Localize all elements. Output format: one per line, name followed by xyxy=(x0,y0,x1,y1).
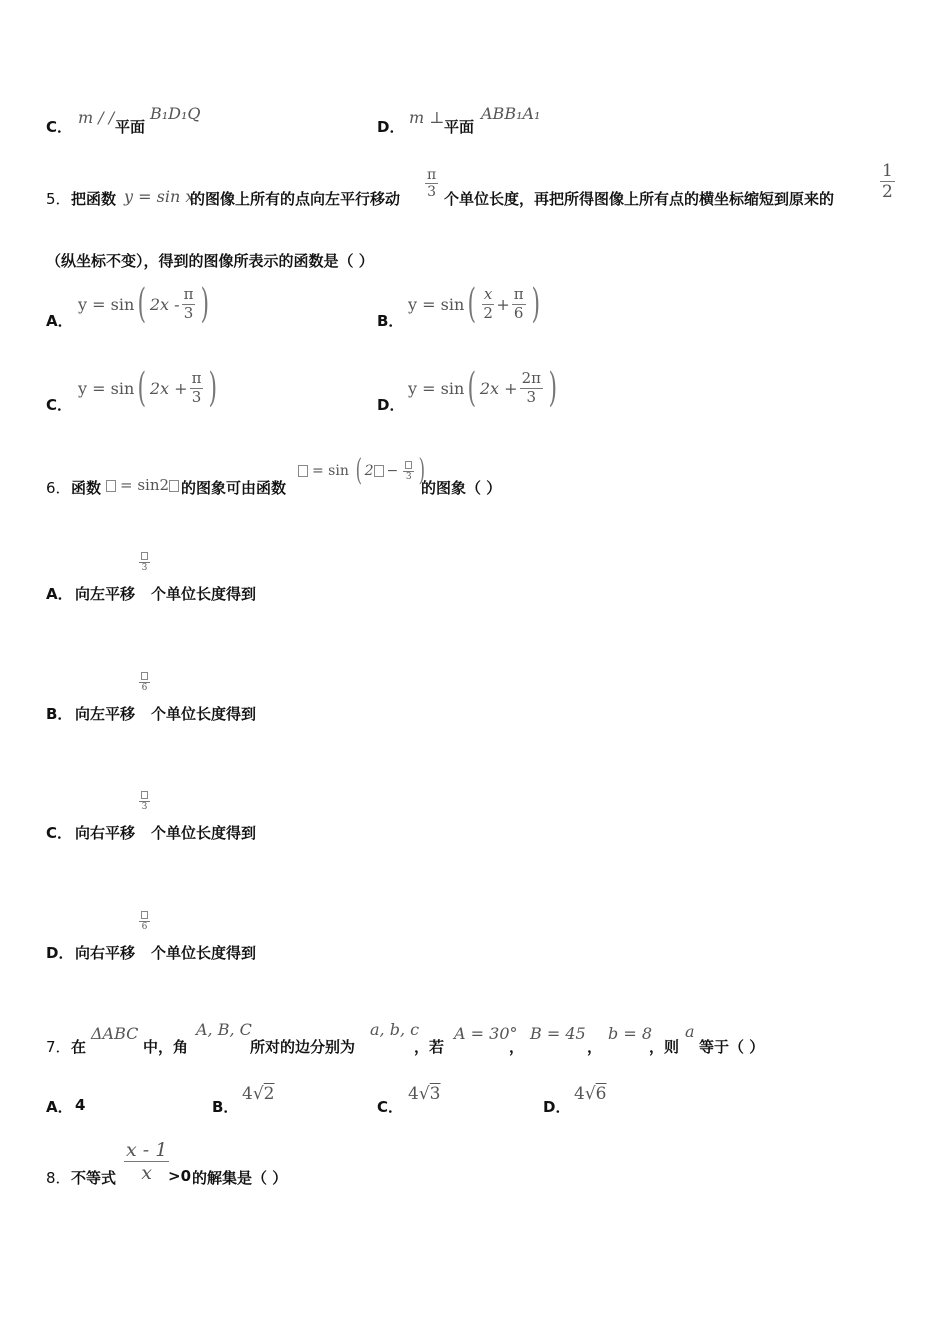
option-text: 向左平移 xyxy=(75,585,136,603)
option-label: D． xyxy=(377,396,405,414)
option-label: C． xyxy=(377,1098,404,1116)
option-label: B． xyxy=(377,312,404,330)
question-text: 函数 xyxy=(71,479,102,497)
fraction: 6 xyxy=(139,672,150,694)
option-label: D． xyxy=(377,118,405,136)
question-text: ， xyxy=(587,1038,603,1056)
option-formula: y = sin ( 2x + $\frac{\pi}{3}$ ) xyxy=(78,365,218,411)
option-text: 向右平移 xyxy=(75,944,136,962)
option-value: 4 xyxy=(75,1096,86,1114)
option-text: 向右平移 xyxy=(75,824,136,842)
math-expression: B₁D₁Q xyxy=(150,104,201,123)
fraction: $\frac{x - 1}{x}$ xyxy=(126,1139,168,1184)
option-formula: y = sin ( 2x + $\frac{2\pi}{3}$ ) xyxy=(408,365,558,411)
fraction: $\frac{1}{2}$ xyxy=(882,161,893,202)
fraction: $\frac{\pi}{3}$ xyxy=(427,167,437,201)
option-label: C． xyxy=(46,118,73,136)
math-expression: = sin2 xyxy=(120,476,170,494)
option-label: B． xyxy=(212,1098,239,1116)
fraction: 3 xyxy=(139,791,150,813)
fraction: 6 xyxy=(139,911,150,933)
option-formula: y = sin ( $\frac{x}{2}$ + $\frac{\pi}{6}$ ) xyxy=(408,281,540,327)
option-text: 平面 xyxy=(115,118,146,136)
math-expression: B = 45 xyxy=(530,1024,586,1043)
option-text: 个单位长度得到 xyxy=(151,824,257,842)
placeholder-glyph xyxy=(106,480,116,492)
question-text: 等于（ ） xyxy=(699,1038,765,1056)
fraction: 3 xyxy=(139,552,150,574)
option-label: C． xyxy=(46,824,73,842)
option-text: 个单位长度得到 xyxy=(151,944,257,962)
question-text: （纵坐标不变），得到的图像所表示的函数是（ ） xyxy=(46,252,374,270)
option-label: A． xyxy=(46,312,73,330)
question-text: 在 xyxy=(71,1038,87,1056)
option-text: 个单位长度得到 xyxy=(151,585,257,603)
question-text: ，则 xyxy=(649,1038,680,1056)
question-number: 8． xyxy=(46,1169,71,1187)
question-text: 的图象可由函数 xyxy=(181,479,287,497)
math-expression: a xyxy=(685,1022,695,1041)
option-text: 平面 xyxy=(444,118,475,136)
math-expression: y = sin x xyxy=(124,187,195,206)
option-formula: 4 √ 6 xyxy=(574,1084,607,1104)
question-text: 个单位长度，再把所得图像上所有点的横坐标缩短到原来的 xyxy=(444,190,835,208)
question-number: 6． xyxy=(46,479,71,497)
question-text: 把函数 xyxy=(71,190,117,208)
question-text: ， xyxy=(509,1038,525,1056)
option-formula: y = sin ( 2x - $\frac{\pi}{3}$ ) xyxy=(78,281,210,327)
question-text: >0 xyxy=(168,1167,192,1185)
question-number: 5． xyxy=(46,190,71,208)
option-formula: 4 √ 3 xyxy=(408,1084,441,1104)
math-expression: A = 30° xyxy=(454,1024,518,1043)
math-expression: m / / xyxy=(78,108,115,127)
question-text: 的解集是（ ） xyxy=(192,1169,288,1187)
question-text: 的图象（ ） xyxy=(421,479,502,497)
option-text: 个单位长度得到 xyxy=(151,705,257,723)
option-label: D． xyxy=(543,1098,571,1116)
option-label: B． xyxy=(46,705,73,723)
option-text: 向左平移 xyxy=(75,705,136,723)
option-formula: 4 √ 2 xyxy=(242,1084,275,1104)
option-label: A． xyxy=(46,1098,73,1116)
option-label: D． xyxy=(46,944,74,962)
question-text: 的图像上所有的点向左平行移动 xyxy=(190,190,401,208)
question-text: 不等式 xyxy=(71,1169,117,1187)
math-expression: ABB₁A₁ xyxy=(481,104,541,123)
question-text: 所对的边分别为 xyxy=(250,1038,356,1056)
math-expression: b = 8 xyxy=(608,1024,652,1043)
math-expression: a, b, c xyxy=(370,1020,420,1039)
math-expression: m ⊥ xyxy=(409,108,445,127)
question-text: 中，角 xyxy=(143,1038,189,1056)
question-text: ，若 xyxy=(414,1038,445,1056)
math-expression: A, B, C xyxy=(196,1020,252,1039)
math-expression: ΔABC xyxy=(91,1024,139,1043)
question-number: 7． xyxy=(46,1038,71,1056)
option-label: C． xyxy=(46,396,73,414)
math-expression: = sin ( 2 − 3 ) xyxy=(298,456,428,486)
placeholder-glyph xyxy=(169,480,179,492)
option-label: A． xyxy=(46,585,73,603)
